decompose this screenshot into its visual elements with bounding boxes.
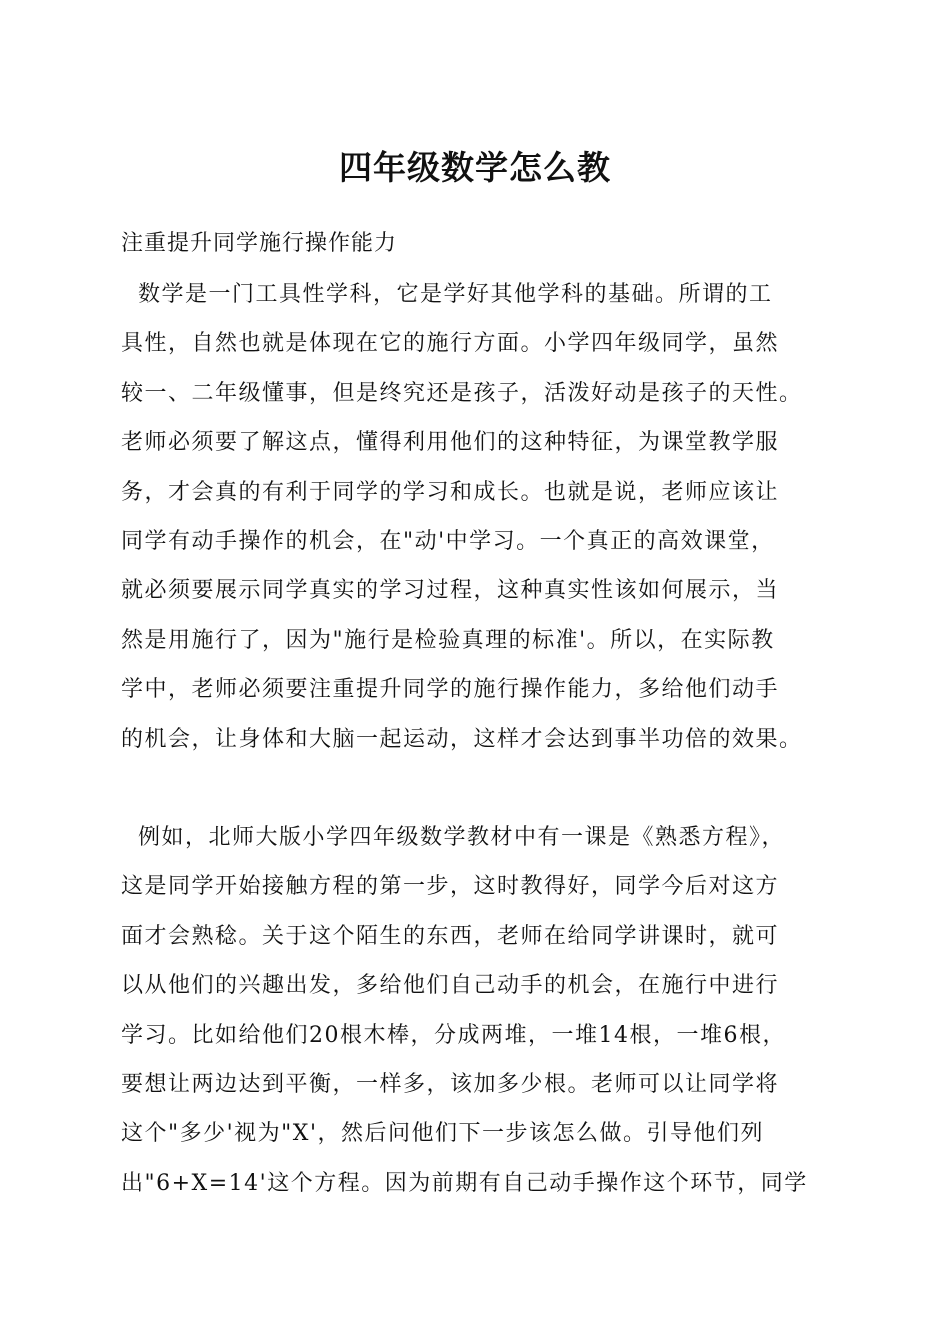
paragraph-line: 就必须要展示同学真实的学习过程，这种真实性该如何展示，当	[121, 578, 780, 604]
paragraph-line: 务，才会真的有利于同学的学习和成长。也就是说，老师应该让	[121, 479, 780, 505]
paragraph-1	[121, 270, 861, 764]
section-heading: 注重提升同学施行操作能力	[121, 231, 398, 256]
paragraph-line: 要想让两边达到平衡，一样多，该加多少根。老师可以让同学将	[121, 1071, 780, 1097]
paragraph-line: 同学有动手操作的机会，在"动'中学习。一个真正的高效课堂，	[121, 528, 775, 554]
document-title: 四年级数学怎么教	[339, 148, 611, 187]
paragraph-line: 较一、二年级懂事，但是终究还是孩子，活泼好动是孩子的天性。	[121, 380, 803, 406]
paragraph-line: 具性，自然也就是体现在它的施行方面。小学四年级同学，虽然	[121, 331, 780, 357]
paragraph-line: 面才会熟稔。关于这个陌生的东西，老师在给同学讲课时，就可	[121, 923, 780, 949]
paragraph-line: 的机会，让身体和大脑一起运动，这样才会达到事半功倍的效果。	[121, 726, 803, 752]
paragraph-line: 出"6+X=14'这个方程。因为前期有自己动手操作这个环节，同学	[121, 1170, 808, 1196]
paragraph-line: 然是用施行了，因为"施行是检验真理的标准'。所以，在实际教	[121, 627, 775, 653]
paragraph-line: 例如，北师大版小学四年级数学教材中有一课是《熟悉方程》，	[121, 825, 785, 850]
paragraph-line: 老师必须要了解这点，懂得利用他们的这种特征，为课堂教学服	[121, 430, 780, 456]
paragraph-line: 以从他们的兴趣出发，多给他们自己动手的机会，在施行中进行	[121, 973, 780, 999]
paragraph-line: 学中，老师必须要注重提升同学的施行操作能力，多给他们动手	[121, 677, 780, 703]
paragraph-2	[121, 813, 861, 1208]
paragraph-line: 学习。比如给他们20根木棒，分成两堆，一堆14根，一堆6根，	[121, 1022, 786, 1048]
paragraph-line: 这是同学开始接触方程的第一步，这时教得好，同学今后对这方	[121, 874, 780, 900]
paragraph-line: 这个"多少'视为"X'，然后问他们下一步该怎么做。引导他们列	[121, 1121, 764, 1147]
paragraph-line: 数学是一门工具性学科，它是学好其他学科的基础。所谓的工	[121, 282, 773, 307]
